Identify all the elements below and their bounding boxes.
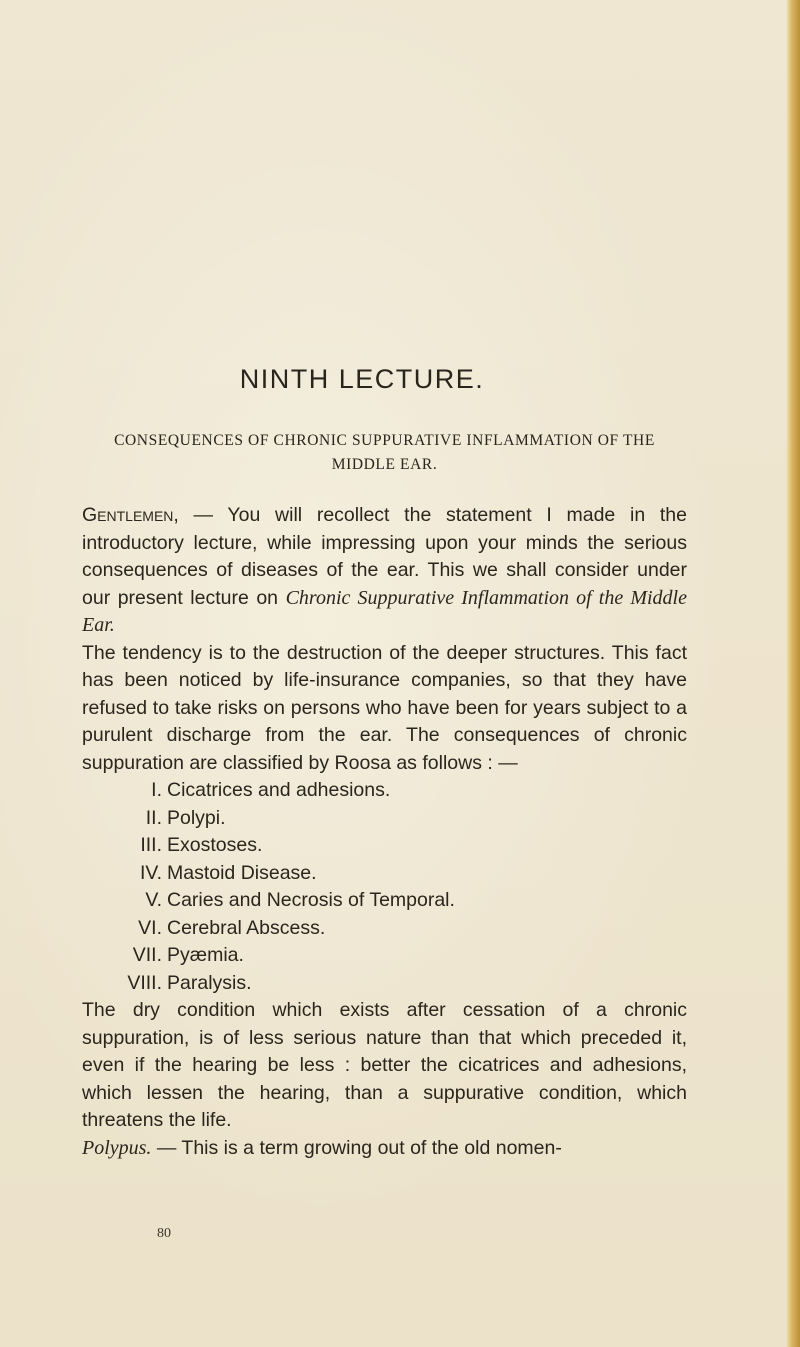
list-number: VII. (132, 944, 162, 966)
list-item (82, 860, 687, 888)
list-text: Polypi. (167, 806, 226, 829)
list-item (82, 970, 687, 998)
list-item (82, 942, 687, 970)
list-number: II. (145, 806, 162, 829)
list-text: Mastoid Disease. (167, 861, 317, 884)
polypus-heading: Polypus. (82, 1136, 152, 1159)
list-item (82, 832, 687, 860)
paragraph-tendency: The tendency is to the destruction of the deeper structures. This fact has been noticed by life-insurance companies, so that they have refused to take risks on persons who have been for years subject to a purulent discharge from the ear. The consequences of chronic suppuration are classified by Roosa as follows : — (82, 641, 687, 774)
list-number: VI. (138, 916, 162, 939)
page-edge (786, 0, 800, 1347)
consequences-list (82, 777, 687, 997)
list-text: Exostoses. (167, 834, 263, 856)
list-number: VIII. (127, 971, 162, 994)
body-text (82, 502, 687, 1162)
list-number: IV. (139, 861, 162, 884)
lecture-title: NINTH LECTURE. (239, 364, 485, 394)
lecture-subtitle: CONSEQUENCES OF CHRONIC SUPPURATIVE INFLAMMATION OF THE MIDDLE EAR. (114, 432, 655, 473)
list-item (82, 915, 687, 943)
list-number: III. (140, 834, 162, 856)
list-number: V. (145, 889, 162, 911)
list-text: Paralysis. (167, 971, 252, 994)
list-text: Pyæmia. (167, 944, 244, 966)
salutation: Gentlemen, (82, 504, 179, 526)
paragraph-polypus (82, 1135, 687, 1163)
paragraph-intro (82, 502, 687, 640)
intro-text: — You will recollect the statement I made in the introductory lecture, while impressing upon your minds the serious consequences of diseases of the ear. This we shall consider under our present lecture on (82, 504, 687, 609)
lecture-topic: Chronic Suppurative Inflammation of the Middle Ear. (82, 586, 687, 636)
list-item (82, 887, 687, 915)
list-text: Cicatrices and adhesions. (167, 779, 391, 801)
list-item (82, 805, 687, 833)
list-text: Cerebral Abscess. (167, 916, 326, 939)
paragraph-dry-condition: The dry condition which exists after cessation of a chronic suppuration, is of less serious nature than that which preceded it, even if the hearing be less : better the cicatrices and adhesions, which lessen the hearing, than a suppurative condition, which threatens the life. (82, 999, 687, 1131)
list-item (82, 777, 687, 805)
page-number: 80 (157, 1226, 171, 1241)
list-text: Caries and Necrosis of Temporal. (167, 889, 455, 911)
list-number: I. (151, 779, 162, 801)
polypus-text: — This is a term growing out of the old nomen- (151, 1136, 562, 1159)
